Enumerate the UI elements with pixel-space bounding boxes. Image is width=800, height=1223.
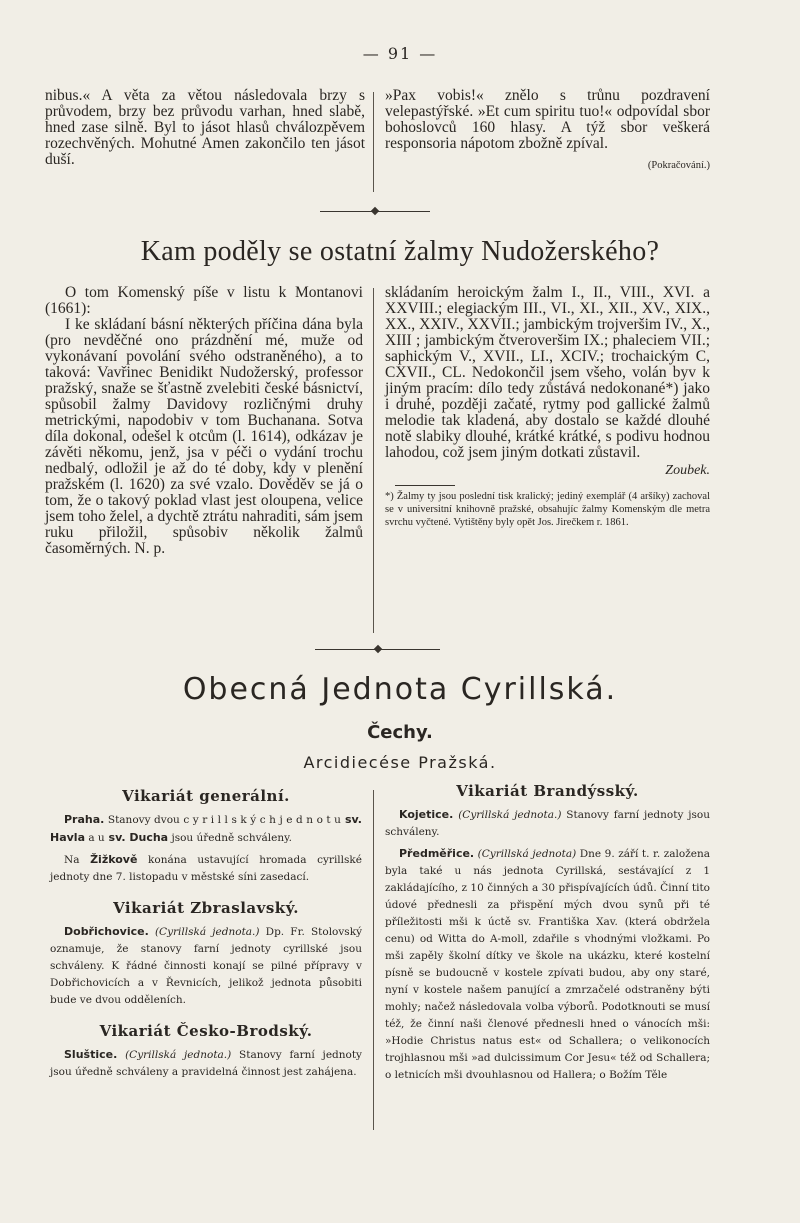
report-paragraph [50,1046,362,1081]
place-name: Praha. [64,813,105,826]
previous-article-right-column [385,88,710,174]
article-right-column [385,285,710,529]
place-name: Kojetice. [399,808,454,821]
vikariat-heading: Vikariát generální. [122,787,290,805]
archdiocese-heading: Arcidiecése Pražská. [303,753,497,772]
report-text: jsou úředně schváleny. [168,832,292,844]
ornament-divider [320,211,430,212]
article-title: Kam poděly se ostatní žalmy Nudožerského? [140,236,660,267]
organization-name: (Cyrillská jednota) [474,848,577,860]
place-name: Dobřichovice. [64,925,149,938]
ornament-dot [373,645,381,653]
organization-name: (Cyrillská jednota.) [148,926,260,938]
article-paragraph: I ke skládaní básní některých příčina dána byla (pro nevděčné ono prázdnění mé, muže od vykonávaní povolání svého odstraněného), a to taková: Vavřinec Benidikt Nudožerský, professor pražský, snaže se šťastně zvelebiti české básnictví, spůsobil žalmy Davidovy rozličnými druhy metrickými, napodobiv v tom Buchanana. Sotva díla dokonal, odešel k otcům (l. 1614), odkázav je závěti někomu, jenž, jsa v péči o vydání trochu nedbalý, odložil je až do té doby, kdy v plenění pražském (l. 1620) za své vzalo. Dověděv se já o tom, že o takový poklad vlast jest oloupena, velice jsem toho želel, a dychtě ztrátu nahraditi, sám jsem ruku přiložil, spůsobiv několik žalmů časoměrných. N. p. [45,316,363,557]
report-right-column [385,783,710,1088]
vikariat-heading: Vikariát Česko-Brodský. [99,1022,313,1040]
previous-article-left-text: nibus.« A věta za větou následovala brzy s průvodem, brzy bez průvodu varhan, hned slabě, hned zase silně. Byl to jásot hlasů chválozpěvem rozechvěných. Mohutné Amen zakončilo ten jásot duší. [45,87,365,168]
report-left-column [50,788,362,1085]
report-text: Stanovy farní jednoty jsou úředně schváleny a pravidelná činnost jest zahájena. [50,1049,362,1078]
article-signature: Zoubek. [665,463,710,478]
previous-article-right-text: »Pax vobis!« znělo s trůnu pozdravení velepastýřské. »Et cum spiritu tuo!« odpovídal sbor bohoslovců 160 hlasy. A týž sbor veškerá responsoria nápotom zbožně zpíval. [385,87,710,152]
vikariat-heading: Vikariát Brandýsský. [456,782,639,800]
continuation-note: (Pokračování.) [647,160,710,171]
place-name: Předměřice. [399,847,475,860]
organization-name: (Cyrillská jednota.) [117,1049,232,1061]
report-text: Stanovy dvou c y r i l l s k ý c h j e d n o t u [104,814,341,826]
report-paragraph [385,806,710,841]
place-name: Žižkově [90,853,138,866]
report-paragraph [50,811,362,847]
report-text: Dne 9. září t. r. založena byla také u nás jednota Cyrillská, sestávající z 1 zakládajícího, z 10 činných a 30 přispívajících údů. Činní tito údové přednesli za přispění mých dvou synů při té příležitosti mši k úctě sv. Františka Xav. (která obdržela cenu) od Witta do A-moll, zdařile s vhodnými vložkami. Po mši zapěly školní dítky ve škole na ukázku, které kostelní písně se budoucně v kostele zpívati budou, aby ony staré, nyní v kostele našem panující a zmrzačelé odstraněny býti mohly; načež následovala volba výborů. Podotknouti se musí též, že činní naši členové přednesli hned o vánocích mši: »Hodie Christus natus est« od Schallera; o velikonocích trojhlasnou mši »ad dulcissimum Cor Jesu« též od Schallera; o letnicích mši dvouhlasnou od Hallera; o Božím Těle [385,848,710,1081]
report-paragraph [50,851,362,886]
report-text: konána ustavující hromada cyrillské jednoty dne 7. listopadu v městské síni zasedací. [50,854,362,883]
column-divider [373,92,374,192]
previous-article-left-column [45,88,365,168]
report-title: Obecná Jednota Cyrillská. [182,672,618,707]
organization-name: (Cyrillská jednota.) [453,809,562,821]
report-paragraph [385,845,710,1084]
footnote: *) Žalmy ty jsou poslední tisk kralický; jediný exemplář (4 aršíky) zachoval se v universitní knihovně pražské, obsahujíc žalmy Komenským dle metra svrchu vyčtené. Vytištěny byly opět Jos. Jirečkem r. 1861. [385,491,710,528]
vikariat-heading: Vikariát Zbraslavský. [113,899,299,917]
report-text: a u [85,832,105,844]
column-divider [373,288,374,633]
region-heading: Čechy. [367,722,433,743]
report-text: Dp. Fr. Stolovský oznamuje, že stanovy farní jednoty cyrillské jsou schváleny. K řádné činnosti konají se pilné přípravy v Dobřichovicích a v Řevnicích, jelikož jednota působiti bude ve dvou odděleních. [50,926,362,1006]
place-name: sv. Havla [50,813,362,844]
place-name: sv. Ducha [104,831,169,844]
page-number: — 91 — [362,44,438,63]
ornament-dot [371,207,379,215]
place-name: Sluštice. [64,1048,118,1061]
report-text: Stanovy farní jednoty jsou schváleny. [385,809,710,838]
report-paragraph [50,923,362,1009]
article-left-column [45,285,363,557]
article-paragraph: O tom Komenský píše v listu k Montanovi (1661): [45,284,363,317]
article-paragraph: skládaním heroickým žalm I., II., VIII., XVI. a XXVIII.; elegiackým III., VI., XI., XII., XV., XIX., XX., XXIV., XXVII.; jambickým trojveršim IV., X., XIII ; jambickým čtveroveršim IX.; phaleciem VII.; saphickým V., XVII., LI., XCIV.; trochaickým C, CXVII., CL. Nedokončil jsem všeho, volán byv k jiným pracím: dílo tedy zůstává nedokonané*) jako i druhé, později začaté, rytmy pod gallické žalmů melodie tak kladená, aby dostalo se každé dlouhé notě slabiky dlouhé, krátké krátké, s podivu hodnou lahodou, což jsem jiným dotkati zůstavil. [385,284,710,461]
footnote-rule [395,485,455,486]
report-text: Na [64,854,91,866]
ornament-divider [315,649,440,650]
column-divider [373,790,374,1130]
